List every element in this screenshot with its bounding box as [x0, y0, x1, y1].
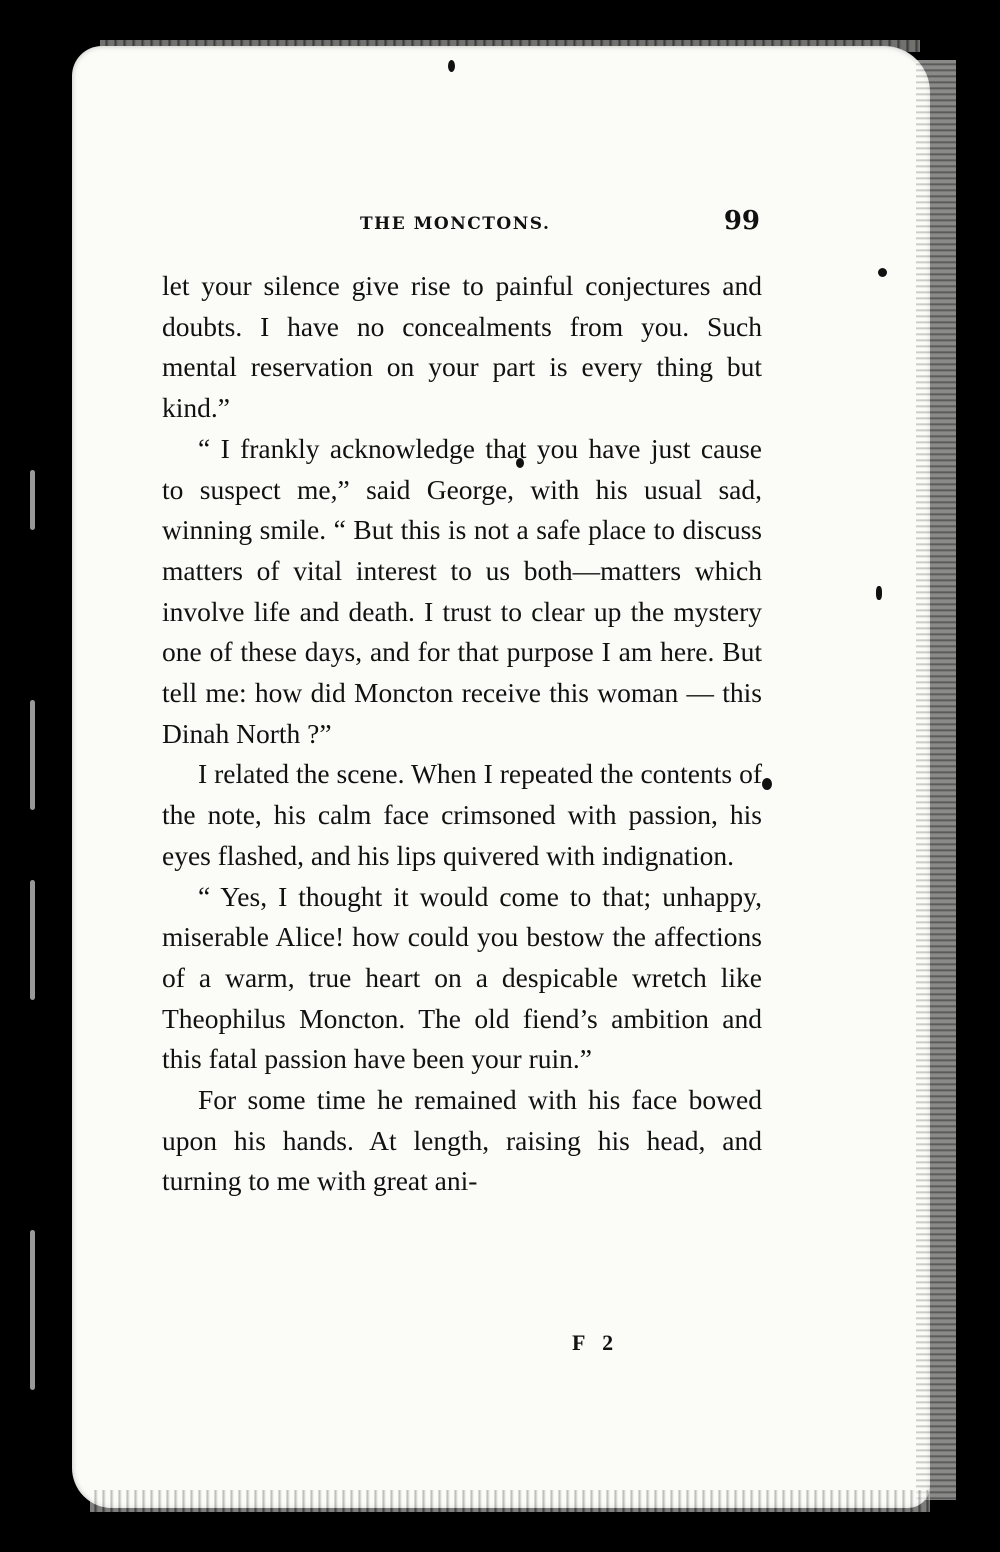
paragraph: For some time he remained with his face bowed upon his hands. At length, raising his head, and turning to me with great ani-	[162, 1084, 762, 1197]
paragraph: I related the scene. When I repeated the contents of the note, his calm face crimsoned with passion, his eyes flashed, and his lips quivered with indignation.	[162, 758, 762, 871]
running-title: THE MONCTONS.	[360, 214, 551, 234]
binding-crease	[30, 470, 35, 530]
paragraph: “ I frankly acknowledge that you have just cause to suspect me,” said George, with his usual sad, winning smile. “ But this is not a safe place to discuss matters of vital interest to us both—matters which involve life and death. I trust to clear up the mystery one of these days, and for that purpose I am here. But tell me: how did Moncton receive this woman — this Dinah North ?”	[162, 432, 762, 749]
book-binding-shadow	[0, 0, 44, 1552]
ink-speck	[448, 60, 455, 72]
paragraph: “ Yes, I thought it would come to that; unhappy, miserable Alice! how could you bestow the affections of a warm, true heart on a despicable wretch like Theophilus Moncton. The old fiend’s ambition and this fatal passion have been your ruin.”	[162, 880, 762, 1075]
ink-speck	[876, 586, 882, 600]
body-text	[162, 266, 762, 1202]
ink-speck	[878, 268, 887, 277]
page-edge-right	[916, 60, 956, 1500]
running-header	[160, 204, 764, 248]
binding-crease	[30, 880, 35, 1000]
page-number: 99	[723, 206, 760, 236]
paragraph: let your silence give rise to painful conjectures and doubts. I have no concealments from you. Such mental reservation on your part is every thing but kind.”	[162, 270, 762, 424]
printer-signature-mark: F 2	[572, 1330, 620, 1355]
ink-speck	[762, 778, 772, 790]
binding-crease	[30, 700, 35, 810]
binding-crease	[30, 1230, 35, 1390]
page-edge-bottom	[90, 1490, 930, 1512]
